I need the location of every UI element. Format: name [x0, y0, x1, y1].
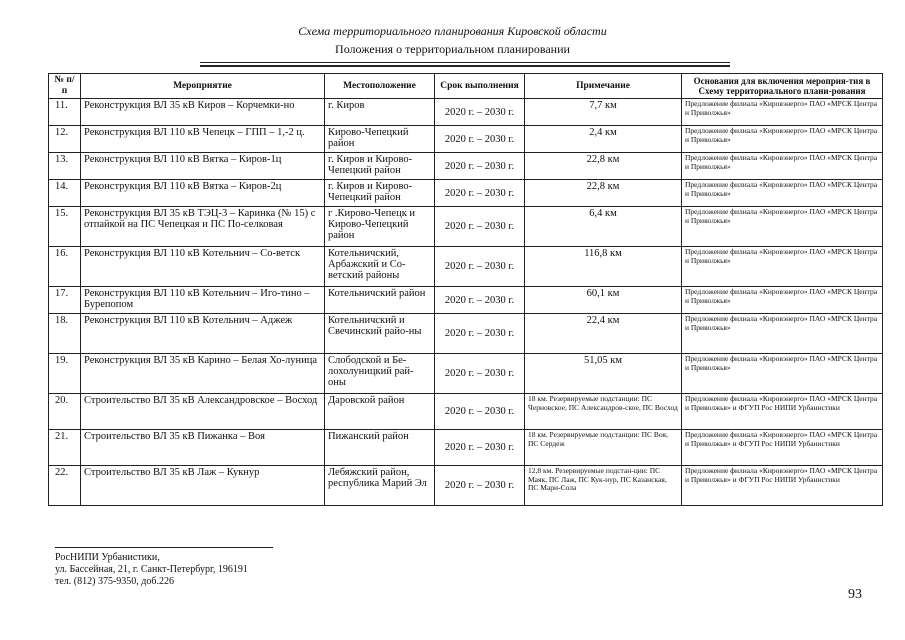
page-number: 93 — [848, 587, 862, 602]
table-row — [49, 287, 883, 314]
row-basis: Предложение филиала «Кировэнерго» ПАО «МРСК Центра и Приволжья» — [682, 247, 883, 287]
row-term: 2020 г. – 2030 г. — [435, 180, 525, 207]
table-row — [49, 153, 883, 180]
row-note: 7,7 км — [525, 99, 682, 126]
row-basis: Предложение филиала «Кировэнерго» ПАО «МРСК Центра и Приволжья» и ФГУП Рос НИПИ Урбанистики — [682, 466, 883, 506]
table-row — [49, 314, 883, 354]
row-basis: Предложение филиала «Кировэнерго» ПАО «МРСК Центра и Приволжья» — [682, 354, 883, 394]
row-number: 19. — [49, 354, 81, 394]
col-header-event: Мероприятие — [81, 74, 325, 99]
row-note: 116,8 км — [525, 247, 682, 287]
row-location: г .Кирово-Чепецк и Кирово-Чепецкий район — [325, 207, 435, 247]
row-basis: Предложение филиала «Кировэнерго» ПАО «МРСК Центра и Приволжья» — [682, 99, 883, 126]
table-row — [49, 466, 883, 506]
row-location: г. Киров и Кирово-Чепецкий район — [325, 180, 435, 207]
col-header-basis: Основания для включения мероприя-тия в Схему территориального плани-рования — [682, 74, 883, 99]
row-term: 2020 г. – 2030 г. — [435, 247, 525, 287]
row-event: Строительство ВЛ 35 кВ Александровское – Восход — [81, 394, 325, 430]
row-term: 2020 г. – 2030 г. — [435, 314, 525, 354]
row-location: г. Киров — [325, 99, 435, 126]
measures-table — [48, 73, 883, 506]
table-row — [49, 126, 883, 153]
row-number: 12. — [49, 126, 81, 153]
table-row — [49, 430, 883, 466]
row-term: 2020 г. – 2030 г. — [435, 430, 525, 466]
row-number: 18. — [49, 314, 81, 354]
row-number: 15. — [49, 207, 81, 247]
row-number: 13. — [49, 153, 81, 180]
footer-block — [55, 552, 248, 588]
row-note: 60,1 км — [525, 287, 682, 314]
row-location: Лебяжский район, республика Марий Эл — [325, 466, 435, 506]
row-basis: Предложение филиала «Кировэнерго» ПАО «МРСК Центра и Приволжья» и ФГУП Рос НИПИ Урбанистики — [682, 394, 883, 430]
row-term: 2020 г. – 2030 г. — [435, 466, 525, 506]
row-location: Пижанский район — [325, 430, 435, 466]
row-basis: Предложение филиала «Кировэнерго» ПАО «МРСК Центра и Приволжья» — [682, 287, 883, 314]
row-note: 6,4 км — [525, 207, 682, 247]
row-basis: Предложение филиала «Кировэнерго» ПАО «МРСК Центра и Приволжья» и ФГУП Рос НИПИ Урбанистики — [682, 430, 883, 466]
row-note: 2,4 км — [525, 126, 682, 153]
table-header-row — [49, 74, 883, 99]
document-subtitle: Положения о территориальном планировании — [335, 42, 570, 56]
row-basis: Предложение филиала «Кировэнерго» ПАО «МРСК Центра и Приволжья» — [682, 180, 883, 207]
row-location: Слободской и Бе-лохолуницкий рай-оны — [325, 354, 435, 394]
row-event: Реконструкция ВЛ 110 кВ Чепецк – ГПП – 1,-2 ц. — [81, 126, 325, 153]
row-event: Реконструкция ВЛ 110 кВ Котельнич – Иго-тино – Бурепопом — [81, 287, 325, 314]
row-term: 2020 г. – 2030 г. — [435, 207, 525, 247]
row-note: 12,8 км. Резервируемые подстан-ции: ПС Маяк, ПС Лаж, ПС Кук-нур, ПС Казанская, ПС Мари-Сола — [525, 466, 682, 506]
row-number: 11. — [49, 99, 81, 126]
row-note: 18 км. Резервируемые подстанции: ПС Черновское, ПС Александров-ское, ПС Восход — [525, 394, 682, 430]
col-header-term: Срок выполнения — [435, 74, 525, 99]
row-number: 16. — [49, 247, 81, 287]
row-term: 2020 г. – 2030 г. — [435, 287, 525, 314]
row-location: Котельничский и Свечинский райо-ны — [325, 314, 435, 354]
row-event: Реконструкция ВЛ 110 кВ Вятка – Киров-2ц — [81, 180, 325, 207]
row-term: 2020 г. – 2030 г. — [435, 394, 525, 430]
row-event: Реконструкция ВЛ 35 кВ Карино – Белая Хо-луница — [81, 354, 325, 394]
row-term: 2020 г. – 2030 г. — [435, 354, 525, 394]
row-term: 2020 г. – 2030 г. — [435, 153, 525, 180]
row-note: 51,05 км — [525, 354, 682, 394]
row-number: 22. — [49, 466, 81, 506]
row-basis: Предложение филиала «Кировэнерго» ПАО «МРСК Центра и Приволжья» — [682, 153, 883, 180]
row-term: 2020 г. – 2030 г. — [435, 99, 525, 126]
row-location: Даровской район — [325, 394, 435, 430]
header-rule-thick — [200, 65, 730, 67]
col-header-note: Примечание — [525, 74, 682, 99]
table-row — [49, 99, 883, 126]
row-event: Строительство ВЛ 35 кВ Пижанка – Воя — [81, 430, 325, 466]
row-number: 14. — [49, 180, 81, 207]
row-term: 2020 г. – 2030 г. — [435, 126, 525, 153]
footer-phone: тел. (812) 375-9350, доб.226 — [55, 576, 174, 587]
footer-org: РосНИПИ Урбанистики, — [55, 552, 160, 563]
row-note: 18 км. Резервируемые подстанции: ПС Воя, ПС Сердеж — [525, 430, 682, 466]
row-basis: Предложение филиала «Кировэнерго» ПАО «МРСК Центра и Приволжья» — [682, 126, 883, 153]
row-note: 22,8 км — [525, 180, 682, 207]
row-event: Реконструкция ВЛ 110 кВ Котельнич – Со-ветск — [81, 247, 325, 287]
row-event: Реконструкция ВЛ 110 кВ Вятка – Киров-1ц — [81, 153, 325, 180]
row-location: Котельничский, Арбажский и Со-ветский районы — [325, 247, 435, 287]
row-event: Строительство ВЛ 35 кВ Лаж – Кукнур — [81, 466, 325, 506]
table-row — [49, 354, 883, 394]
table-row — [49, 394, 883, 430]
document-title: Схема территориального планирования Кировской области — [298, 24, 607, 38]
header-rule-thin — [200, 62, 730, 63]
col-header-location: Местоположение — [325, 74, 435, 99]
table-row — [49, 207, 883, 247]
row-event: Реконструкция ВЛ 35 кВ Киров – Корчемки-но — [81, 99, 325, 126]
row-note: 22,8 км — [525, 153, 682, 180]
row-number: 17. — [49, 287, 81, 314]
row-location: Котельничский район — [325, 287, 435, 314]
row-event: Реконструкция ВЛ 35 кВ ТЭЦ-3 – Каринка (№ 15) с отпайкой на ПС Чепецкая и ПС По-селковая — [81, 207, 325, 247]
row-location: Кирово-Чепецкий район — [325, 126, 435, 153]
row-event: Реконструкция ВЛ 110 кВ Котельнич – Аджеж — [81, 314, 325, 354]
row-note: 22,4 км — [525, 314, 682, 354]
row-number: 21. — [49, 430, 81, 466]
footer-address: ул. Бассейная, 21, г. Санкт-Петербург, 196191 — [55, 564, 248, 575]
table-row — [49, 180, 883, 207]
row-basis: Предложение филиала «Кировэнерго» ПАО «МРСК Центра и Приволжья» — [682, 207, 883, 247]
row-basis: Предложение филиала «Кировэнерго» ПАО «МРСК Центра и Приволжья» — [682, 314, 883, 354]
row-location: г. Киров и Кирово-Чепецкий район — [325, 153, 435, 180]
footer-rule — [55, 547, 273, 548]
col-header-number: № п/п — [49, 74, 81, 99]
table-row — [49, 247, 883, 287]
row-number: 20. — [49, 394, 81, 430]
